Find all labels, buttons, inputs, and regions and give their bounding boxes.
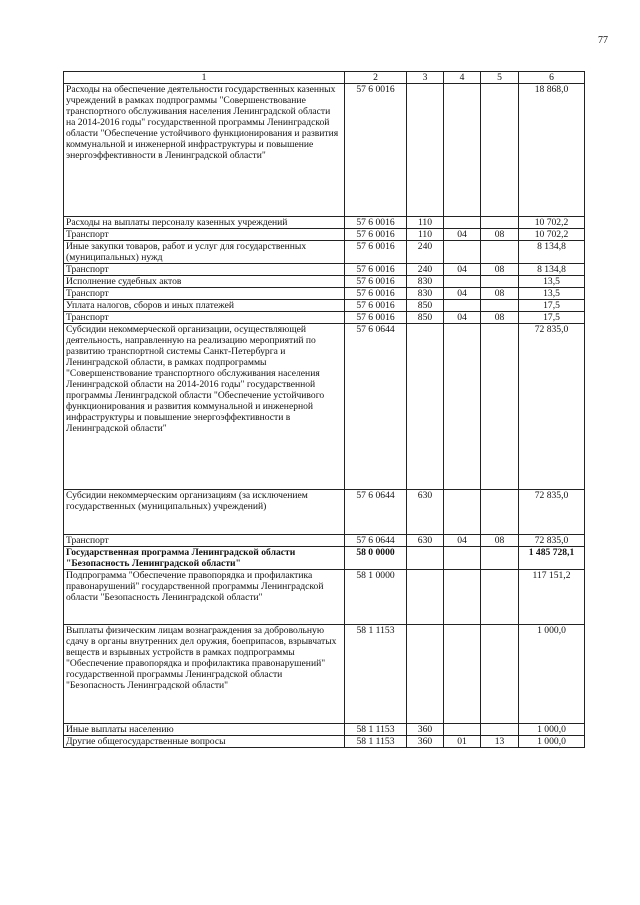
table-row	[64, 324, 585, 490]
row-expense-type	[407, 570, 444, 625]
row-section	[444, 570, 481, 625]
row-code: 58 1 1153	[345, 736, 407, 748]
row-expense-type: 630	[407, 535, 444, 547]
table-row	[64, 312, 585, 324]
budget-table	[63, 71, 585, 748]
row-expense-type: 850	[407, 300, 444, 312]
row-subsection	[481, 570, 519, 625]
row-name: Расходы на выплаты персоналу казенных учреждений	[64, 217, 345, 229]
row-amount: 1 000,0	[519, 724, 585, 736]
header-col-1: 1	[64, 72, 345, 84]
row-code: 58 0 0000	[345, 547, 407, 570]
row-expense-type: 360	[407, 724, 444, 736]
header-col-6: 6	[519, 72, 585, 84]
row-section	[444, 217, 481, 229]
row-code: 57 6 0016	[345, 300, 407, 312]
row-expense-type	[407, 324, 444, 490]
row-name: Иные закупки товаров, работ и услуг для государственных (муниципальных) нужд	[64, 241, 345, 264]
row-name: Транспорт	[64, 229, 345, 241]
row-section: 04	[444, 535, 481, 547]
row-name: Исполнение судебных актов	[64, 276, 345, 288]
table-row	[64, 490, 585, 535]
row-expense-type	[407, 547, 444, 570]
row-code: 57 6 0644	[345, 324, 407, 490]
header-col-4: 4	[444, 72, 481, 84]
row-subsection	[481, 217, 519, 229]
row-expense-type: 240	[407, 264, 444, 276]
page-number: 77	[598, 35, 608, 46]
row-section	[444, 276, 481, 288]
row-amount: 72 835,0	[519, 324, 585, 490]
row-amount: 17,5	[519, 300, 585, 312]
row-code: 57 6 0016	[345, 312, 407, 324]
row-amount: 8 134,8	[519, 264, 585, 276]
row-section	[444, 547, 481, 570]
row-name: Транспорт	[64, 312, 345, 324]
row-amount: 117 151,2	[519, 570, 585, 625]
row-subsection: 08	[481, 264, 519, 276]
row-amount: 13,5	[519, 276, 585, 288]
row-section: 04	[444, 312, 481, 324]
row-code: 57 6 0016	[345, 229, 407, 241]
row-subsection: 08	[481, 312, 519, 324]
row-subsection: 08	[481, 288, 519, 300]
table-row	[64, 241, 585, 264]
row-section: 04	[444, 264, 481, 276]
row-subsection	[481, 724, 519, 736]
table-row	[64, 217, 585, 229]
row-code: 57 6 0016	[345, 217, 407, 229]
row-subsection	[481, 276, 519, 288]
row-expense-type: 850	[407, 312, 444, 324]
row-subsection: 08	[481, 229, 519, 241]
table-row	[64, 724, 585, 736]
row-subsection	[481, 300, 519, 312]
row-section	[444, 724, 481, 736]
row-subsection: 13	[481, 736, 519, 748]
row-name: Субсидии некоммерческой организации, осуществляющей деятельность, направленную на реализацию мероприятий по развитию транспортной системы Санкт-Петербурга и Ленинградской области, в рамках подпрограммы "Совершенствование транспортного обслуживания населения Ленинградской области на 2014-2016 годы" государственной программы Ленинградской области "Обеспечение устойчивого функционирования и развития коммунальной и инженерной инфраструктуры и повышение энергоэффективности в Ленинградской области"	[64, 324, 345, 490]
row-expense-type	[407, 84, 444, 217]
row-code: 57 6 0016	[345, 276, 407, 288]
row-section	[444, 490, 481, 535]
table-row	[64, 570, 585, 625]
row-expense-type: 830	[407, 276, 444, 288]
row-amount: 1 000,0	[519, 625, 585, 724]
row-section	[444, 241, 481, 264]
table-row	[64, 300, 585, 312]
table-row	[64, 736, 585, 748]
row-expense-type: 360	[407, 736, 444, 748]
row-subsection	[481, 241, 519, 264]
row-expense-type: 110	[407, 217, 444, 229]
row-subsection	[481, 84, 519, 217]
row-subsection	[481, 490, 519, 535]
header-col-3: 3	[407, 72, 444, 84]
row-name: Выплаты физическим лицам вознаграждения за добровольную сдачу в органы внутренних дел оружия, боеприпасов, взрывчатых веществ и взрывных устройств в рамках подпрограммы "Обеспечение правопорядка и профилактика правонарушений" государственной программы Ленинградской области "Безопасность Ленинградской области"	[64, 625, 345, 724]
row-expense-type: 110	[407, 229, 444, 241]
row-section: 04	[444, 288, 481, 300]
table-row	[64, 84, 585, 217]
row-subsection	[481, 324, 519, 490]
table-row	[64, 264, 585, 276]
row-amount: 13,5	[519, 288, 585, 300]
row-section	[444, 300, 481, 312]
row-section	[444, 625, 481, 724]
row-expense-type: 630	[407, 490, 444, 535]
row-name: Транспорт	[64, 264, 345, 276]
row-section: 04	[444, 229, 481, 241]
row-expense-type: 830	[407, 288, 444, 300]
row-subsection	[481, 547, 519, 570]
row-name: Транспорт	[64, 288, 345, 300]
row-code: 57 6 0016	[345, 288, 407, 300]
row-subsection: 08	[481, 535, 519, 547]
row-name: Транспорт	[64, 535, 345, 547]
row-section	[444, 324, 481, 490]
row-amount: 72 835,0	[519, 490, 585, 535]
table-header-row	[64, 72, 585, 84]
header-col-2: 2	[345, 72, 407, 84]
row-code: 57 6 0016	[345, 84, 407, 217]
row-name: Государственная программа Ленинградской области "Безопасность Ленинградской области"	[64, 547, 345, 570]
row-code: 57 6 0644	[345, 535, 407, 547]
row-amount: 8 134,8	[519, 241, 585, 264]
table-row	[64, 547, 585, 570]
row-name: Расходы на обеспечение деятельности государственных казенных учреждений в рамках подпрограммы "Совершенствование транспортного обслуживания населения Ленинградской области на 2014-2016 годы" государственной программы Ленинградской области "Обеспечение устойчивого функционирования и развития коммунальной и инженерной инфраструктуры и повышение энергоэффективности в Ленинградской области"	[64, 84, 345, 217]
row-subsection	[481, 625, 519, 724]
row-amount: 72 835,0	[519, 535, 585, 547]
table-row	[64, 276, 585, 288]
row-name: Субсидии некоммерческим организациям (за исключением государственных (муниципальных) учреждений)	[64, 490, 345, 535]
row-amount: 17,5	[519, 312, 585, 324]
row-code: 57 6 0016	[345, 241, 407, 264]
row-amount: 18 868,0	[519, 84, 585, 217]
row-code: 58 1 0000	[345, 570, 407, 625]
row-amount: 10 702,2	[519, 229, 585, 241]
row-section: 01	[444, 736, 481, 748]
row-name: Уплата налогов, сборов и иных платежей	[64, 300, 345, 312]
row-amount: 1 485 728,1	[519, 547, 585, 570]
row-expense-type	[407, 625, 444, 724]
row-code: 57 6 0644	[345, 490, 407, 535]
row-code: 58 1 1153	[345, 724, 407, 736]
row-code: 57 6 0016	[345, 264, 407, 276]
table-row	[64, 288, 585, 300]
row-amount: 1 000,0	[519, 736, 585, 748]
row-name: Иные выплаты населению	[64, 724, 345, 736]
row-code: 58 1 1153	[345, 625, 407, 724]
row-amount: 10 702,2	[519, 217, 585, 229]
table-row	[64, 625, 585, 724]
row-section	[444, 84, 481, 217]
row-expense-type: 240	[407, 241, 444, 264]
table-row	[64, 229, 585, 241]
row-name: Подпрограмма "Обеспечение правопорядка и профилактика правонарушений" государственной программы Ленинградской области "Безопасность Ленинградской области"	[64, 570, 345, 625]
header-col-5: 5	[481, 72, 519, 84]
table-row	[64, 535, 585, 547]
row-name: Другие общегосударственные вопросы	[64, 736, 345, 748]
